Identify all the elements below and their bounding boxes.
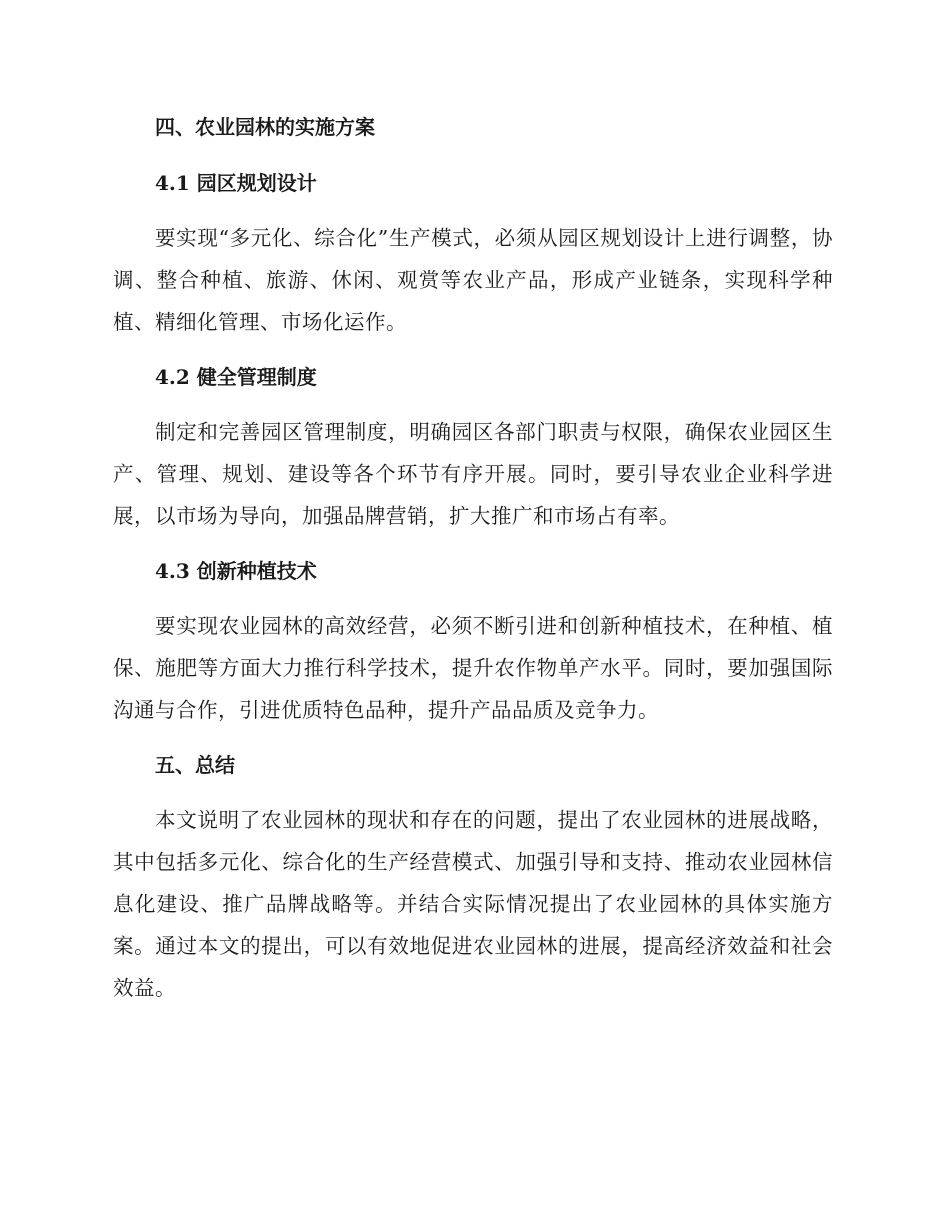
section-heading-summary: 五、总结 (155, 753, 235, 777)
document-body (113, 107, 833, 1023)
subsection-heading-park-planning: 4.1 园区规划设计 (155, 171, 317, 195)
paragraph-management-system: 制定和完善园区管理制度，明确园区各部门职责与权限，确保农业园区生产、管理、规划、建设等各个环节有序开展。同时，要引导农业企业科学进展，以市场为导向，加强品牌营销，扩大推广和市场占有率。 (113, 420, 833, 528)
paragraph-summary: 本文说明了农业园林的现状和存在的问题，提出了农业园林的进展战略，其中包括多元化、综合化的生产经营模式、加强引导和支持、推动农业园林信息化建设、推广品牌战略等。并结合实际情况提出了农业园林的具体实施方案。通过本文的提出，可以有效地促进农业园林的进展，提高经济效益和社会效益。 (113, 808, 833, 1000)
subsection-heading-management-system: 4.2 健全管理制度 (155, 365, 317, 389)
paragraph-planting-technology: 要实现农业园林的高效经营，必须不断引进和创新种植技术，在种植、植保、施肥等方面大力推行科学技术，提升农作物单产水平。同时，要加强国际沟通与合作，引进优质特色品种，提升产品品质及竞争力。 (113, 614, 833, 722)
paragraph-park-planning: 要实现“多元化、综合化”生产模式，必须从园区规划设计上进行调整，协调、整合种植、旅游、休闲、观赏等农业产品，形成产业链条，实现科学种植、精细化管理、市场化运作。 (113, 226, 833, 334)
subsection-heading-planting-technology: 4.3 创新种植技术 (155, 559, 317, 583)
section-heading-implementation: 四、农业园林的实施方案 (155, 115, 375, 139)
